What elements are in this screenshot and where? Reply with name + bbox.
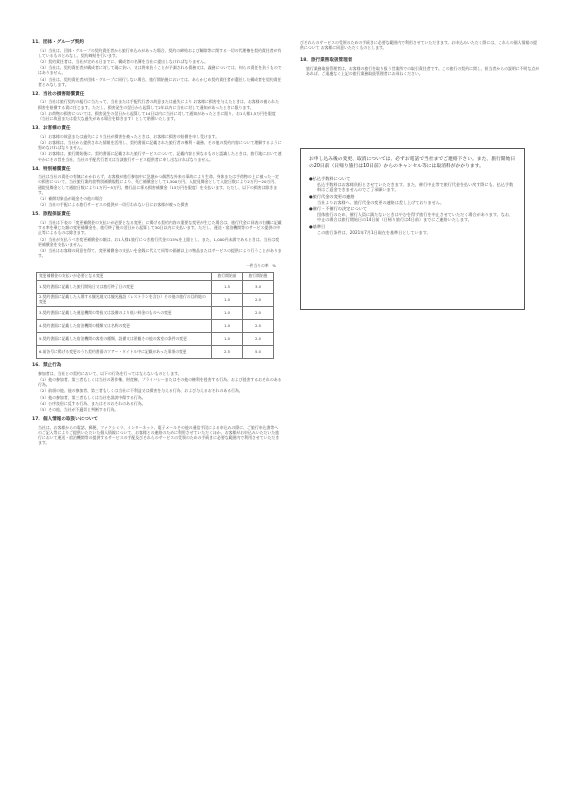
terms-sections-2	[32, 363, 282, 445]
section-paragraph: （2）お荷物の損害については、損害発生の翌日から起算して14日以内に当社に対して通知があったときに限り、お1人様1,5万円を限度（当社に故意または重大な過失がある場合を除きます）として賠償いたします。	[38, 110, 276, 122]
rate-before-cell: 1.5	[212, 281, 243, 294]
section-title: 11．団体・グループ契約	[32, 40, 84, 45]
notice-item-body: 団体旅行のため、催行人員に満たないときはやむを得ず旅行を中止させていただく場合があります。なお、中止の場合は旅行開始日の14日前（日帰り旅行は4日前）までにご連絡いたします。	[317, 211, 514, 223]
right-column	[300, 40, 540, 81]
section-18	[300, 58, 540, 76]
penalty-table	[36, 272, 274, 359]
left-column	[32, 40, 282, 450]
section-title: 13．お客様の責任	[32, 126, 71, 132]
notice-item-body: 払込手数料はお客様負担とさせていただきます。また、催行中止等で旅行代金を払い戻す際にも、払込手数料はご返金できませんのでご了承願います。	[317, 181, 514, 193]
notice-lead: お申し込み後の変更、取消については、必ずお電話で当社までご連絡下さい。また、旅行開始日の20日前（日帰り旅行は10日前）からのキャンセル等には取消料がかかります。	[309, 157, 516, 169]
section-paragraph: （2）契約責任者は、当社が定める日までに、構成者の名簿を当社に提出しなければなりません。	[38, 58, 209, 64]
section-paragraph: （3）お客様は、旅行開始後に、契約書面に記載された旅行サービスについて、記載内容と異なるものと認識したときは、旅行地において速やかにその旨を当社、当社の手配代行者又は当該旅行サービス提供者に申し出なければなりません。	[38, 151, 282, 162]
rate-after-cell: 2.0	[243, 333, 274, 346]
rate-after-cell: 3.0	[243, 281, 274, 294]
change-description-cell: 5.契約書面に記載した宿泊機関の客室の種類、設備又は景観その他の客室の条件の変更	[37, 333, 212, 346]
penalty-col-before: 旅行開始前	[212, 273, 243, 281]
notice-item-heading: ●旅行代金の変更の連絡	[309, 193, 355, 199]
notice-item-body: 当社よりお客様へ、旅行代金の変更の連絡は差し上げておりません。	[317, 199, 445, 205]
section-title: 17．個人情報の取扱いについて	[32, 417, 99, 423]
rate-before-cell: 2.5	[212, 346, 243, 359]
section-title: 16．禁止行為	[32, 363, 62, 369]
notice-item-heading: ●払込手数料について	[309, 176, 351, 182]
section-paragraph: （1）当社は、団体・グループの契約責任者から旅行申込みがあった場合、契約の締結および解除等に関する一切の代理権を契約責任者が有しているものとみなし、契約締結を行います。	[38, 47, 282, 58]
section-paragraph: （4）公序良俗に反する行為、またはそのおそれのある行為。	[38, 400, 146, 406]
section-paragraph: （3）他の参加者、第三者もしくは当社を誹謗中傷する行為。	[38, 394, 146, 400]
section-paragraph: （1）当社は旅行契約の履行に当たって、当社または手配代行者の故意または過失により お客様に損害を与えたときは、お客様の被られた損害を賠償する責に任じます。ただし、損害発生の翌日から起算して2年以内に当社に対して通知があったときに限ります。	[38, 99, 279, 110]
rate-after-cell: 2.0	[243, 320, 274, 333]
terms-section	[32, 126, 282, 162]
table-row	[37, 333, 274, 346]
terms-sections	[32, 40, 282, 258]
terms-section	[32, 40, 282, 87]
section-title: 15．旅程保証責任	[32, 212, 71, 218]
section-paragraph: （2）当社の手配による旅行サービスの提供が一切行われない日にお客様が被った損害	[38, 202, 189, 208]
cancellation-notice-box	[300, 148, 525, 310]
section-paragraph: （3）当社は、契約責任者が構成者に対して現に負い、又は将来負うことが予測される債務又は、義務については、何らの責任を負うものではありません。	[38, 65, 282, 76]
rate-before-cell: 1.0	[212, 294, 243, 307]
table-row	[37, 307, 274, 320]
change-description-cell: 1.契約書面に記載した旅行開始日又は旅行終了日の変更	[37, 281, 212, 294]
table-row	[37, 281, 274, 294]
notice-items	[309, 176, 516, 235]
change-description-cell: 3.契約書面に記載した運送機関の等級又は設備のより低い料金のものへの変更	[37, 307, 212, 320]
terms-section	[32, 417, 282, 445]
section-title: 12．当社の損害賠償責任	[32, 91, 85, 97]
rate-after-cell: 5.0	[243, 346, 274, 359]
table-row	[37, 294, 274, 307]
section-paragraph: 参加者は、当社との契約において、以下の行為を行ってはならないものとします。	[38, 370, 182, 376]
section-18-title: 18．旅行業務取扱管理者	[300, 58, 353, 64]
terms-section	[32, 363, 282, 412]
section-paragraph: 当社は当社の責任の有無にかかわらず、お客様が旅行参加中に急激かつ偶然な外来の事故により生命、身体または手荷物の上に被った一定の損害について、当社旅行業約款特別補償規程により、死亡補償金として1,500万円、入院見舞金として入院日数により2万円〜20万円、通院見舞金として通院日数により1万円〜5万円、携行品に係る損害補償金（15万円を限度）を支払います。ただし、以下の損害は除きます。	[38, 174, 279, 195]
section-paragraph: （1）補償対象品が現金その他の場合	[38, 196, 103, 202]
notice-item-heading: ●基準日	[309, 223, 326, 229]
section-paragraph: （1）お客様の故意または過失により当社が損害を被ったときは、お客様に損害の賠償を申し受けます。	[38, 133, 220, 139]
notice-item-heading: ●催行・不催行の決定について	[309, 206, 368, 212]
section-title: 14．特別補償責任	[32, 166, 71, 172]
terms-section	[32, 92, 282, 121]
notice-item-body: この旅行条件は、2021年7月1日現在を基準日としています。	[317, 229, 431, 235]
terms-section	[32, 167, 282, 208]
table-row	[37, 346, 274, 359]
rate-before-cell: 1.0	[212, 333, 243, 346]
rate-before-cell: 1.0	[212, 320, 243, 333]
change-description-cell: 6.前各号に掲げる変更のうち契約書面のツアー・タイトル中に記載があった事項の変更	[37, 346, 212, 359]
section-paragraph: （1）他の参加者、第三者もしくは当社の著作権、財産権、プライバシーまたはその他の権利を侵害する行為、および侵害するおそれのある行為。	[38, 376, 282, 388]
section-18-text: 旅行業務取扱管理者は、お客様の旅行を取り扱う営業所での取引責任者です。この旅行の契約に関し、担当者からの説明に不明な点があれば、ご遠慮なく上記の旅行業務取扱管理者にお尋ねください。	[306, 65, 540, 77]
section-paragraph: （3）当社はお客様の同意を得て、変更補償金の支払いを金銭に代えて同等の価値以上の物品またはサービスの提供により行うことがあります。	[38, 247, 282, 259]
rate-before-cell: 1.0	[212, 307, 243, 320]
right-intro-text: びそれらのサービスの受領のための手続きに必要な範囲内で利用させていただきます。お申込みいただく際には、これらの個人情報の提供について お客様に同意いただくものとします。	[300, 40, 538, 51]
rate-after-cell: 2.0	[243, 294, 274, 307]
section-paragraph: （1）当社は下表の「変更補償金の支払いが必要となる変更」に掲げる契約内容の重要な変更が生じた場合は、旅行代金に同表の右欄に記載する率を乗じた額の変更補償金を、旅行終了後の翌日から起算して30日以内に支払います。ただし、運送・宿泊機関等のサービス提供の中止等によるものは除きます。	[38, 219, 282, 236]
terms-section	[32, 212, 282, 258]
change-description-cell: 2.契約書面に記載した入場する観光地又は観光施設（レストランを含む）その他の旅行の目的地の変更	[37, 294, 212, 307]
section-paragraph: （2）当社が支払うべき変更補償金の額は、お1人様1旅行につき旅行代金の15%を上限とし、また、1,000円未満であるときは、当社は変更補償金を支払いません。	[38, 236, 280, 247]
penalty-table-header: 変更補償金の支払いが必要となる変更	[37, 273, 212, 281]
section-paragraph: （2）前項の他、他の参加者、第三者もしくは当社に不利益又は損害を与える行為、および与えるおそれのある行為。	[38, 388, 243, 394]
penalty-col-after: 旅行開始後	[243, 273, 274, 281]
penalty-table-caption: 一件当りの率 %	[245, 263, 276, 269]
rate-after-cell: 2.0	[243, 307, 274, 320]
section-paragraph: （5）その他、当社が不適切と判断する行為。	[38, 406, 119, 412]
section-paragraph: 当社は、お客様からの電話、郵便、ファクシミリ、インターネット、電子メールその他の通信手段による申込みの際に、ご旅行申込書等へのご記入等によりご提供いただいた個人情報について、お客様との連絡のために利用させていただくほか、お客様がお申込みいただいた旅行において運送・宿泊機関等の提供するサービスの手配及びそれらのサービスの受領のための手続きに必要な範囲内で利用させていただきます。	[38, 424, 280, 446]
penalty-table-block	[32, 263, 282, 359]
table-row	[37, 320, 274, 333]
section-paragraph: （4）当社は、契約責任者が団体・グループに同行しない場合、旅行開始後においては、あらかじめ契約責任者が選任した構成者を契約責任者とみなします。	[38, 76, 282, 87]
section-paragraph: （2）お客様は、当社から提供された情報を活用し、契約書面に記載された旅行者の権利・義務、その他の契約内容について理解するように努めなければなりません。	[38, 139, 282, 151]
change-description-cell: 4.契約書面に記載した宿泊機関の種類又は名称の変更	[37, 320, 212, 333]
